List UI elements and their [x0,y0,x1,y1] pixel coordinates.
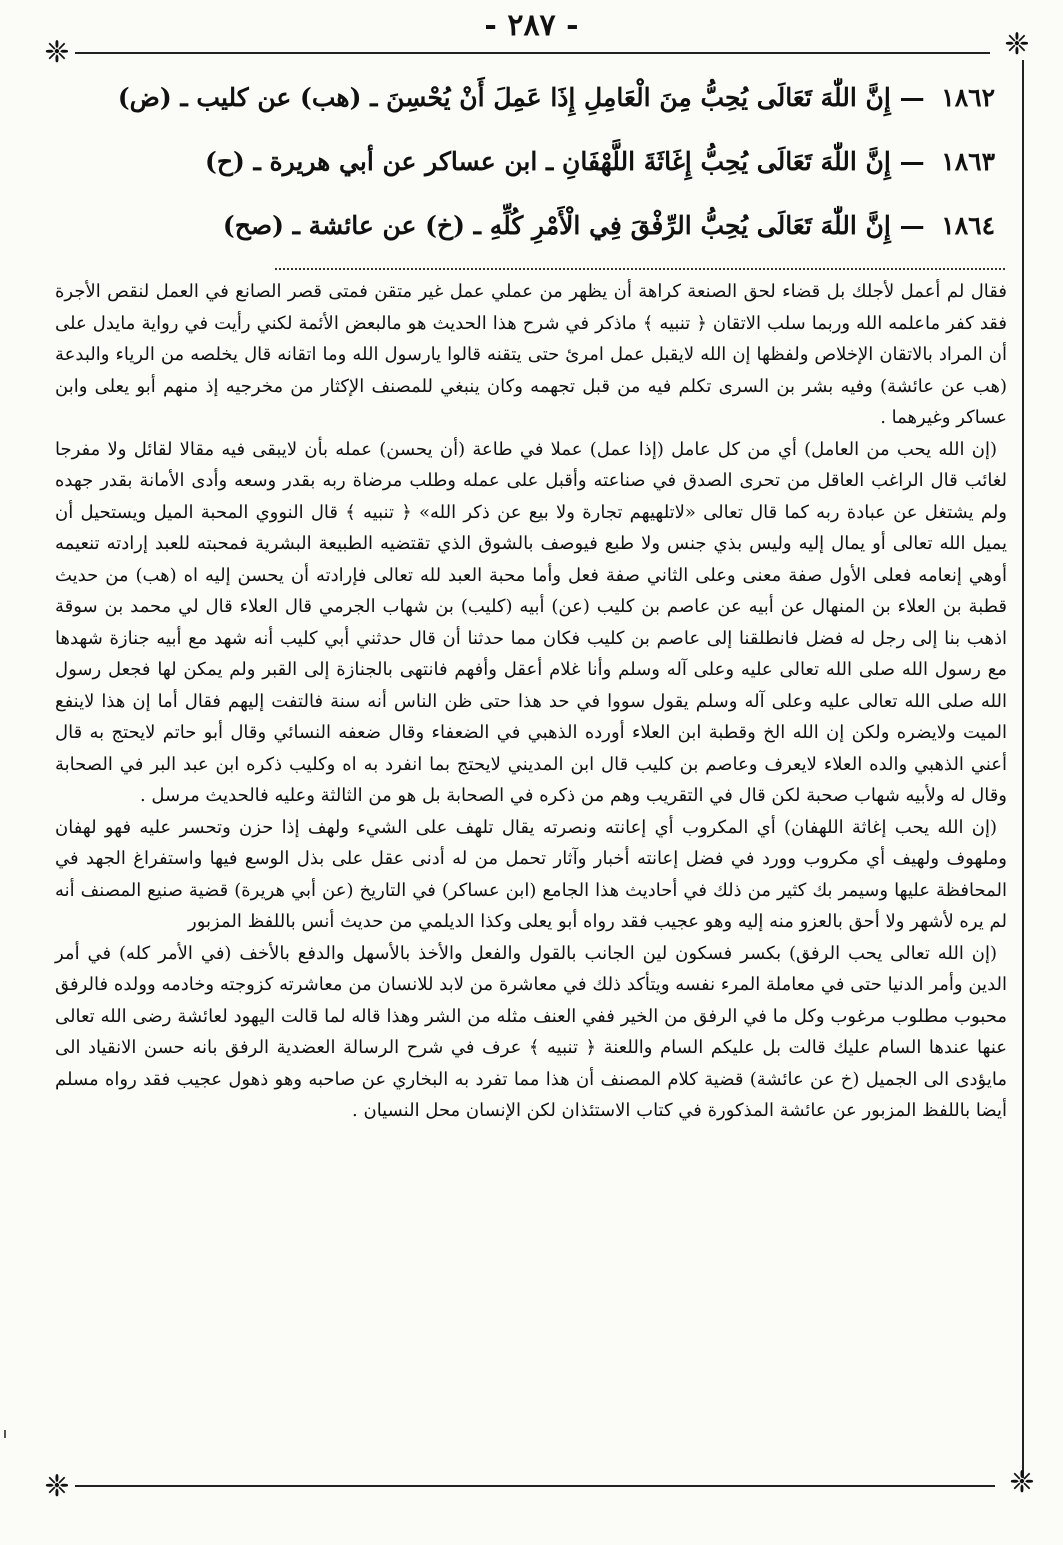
commentary-paragraph-1: فقال لم أعمل لأجلك بل قضاء لحق الصنعة كراهة أن يظهر من عملي عمل غير متقن فمتى قصر الصانع في العمل لنقص الأجرة فقد كفر ماعلمه الله وربما سلب الاتقان ﴿ تنبيه ﴾ ماذكر في شرح هذا الحديث هو مالبعض الأئمة لكني رأيت في رواية مايدل على أن المراد بالاتقان الإخلاص ولفظها إن الله لايقبل عمل امرئ حتى يتقنه قالوا يارسول الله وما اتقانه قال يخلصه من الرياء والبدعة (هب عن عائشة) وفيه بشر بن السرى تكلم فيه من قبل تجهمه وكان ينبغي للمصنف الإكثار من مخرجيه إذ منهم أبو يعلى وابن عساكر وغيرهما . [55,281,1007,428]
hadith-1862 [60,66,1005,130]
margin-mark [4,1430,6,1438]
commentary-paragraph-4: (إن الله تعالى يحب الرفق) بكسر فسكون لين الجانب بالقول والفعل والأخذ بالأسهل والدفع بالأخف (في الأمر كله) في أمر الدين وأمر الدنيا حتى في معاملة المرء نفسه ويتأكد ذلك في معاشرة من لابد للانسان من معاشرته كزوجته وخادمه وولده فالرفق محبوب مطلوب مرغوب وكل ما في الرفق من الخير ففي العنف مثله من الشر وهذا قاله لما قالت اليهود لعائشة رضى الله تعالى عنها عندها السام عليك قالت بل عليكم السام واللعنة ﴿ تنبيه ﴾ عرف في شرح الرسالة العضدية الرفق بانه حسن الانقياد الى مايؤدى الى الجميل (خ عن عائشة) قضية كلام المصنف أن هذا مما تفرد به البخاري عن صاحبه وهو ذهول عجيب فقد رواه مسلم أيضا باللفظ المزبور عن عائشة المذكورة في كتاب الاستئذان لكن الإنسان محل النسيان . [55,942,1008,1121]
flower-ornament-top-right: ❈ [1004,27,1030,62]
flower-ornament-bottom-left: ❈ [44,1469,70,1504]
hadith-text: إِنَّ اللّٰهَ تَعَالَى يُحِبُّ إِغَاثَةَ اللَّهْفَانِ ـ ابن عساكر عن أبي هريرة ـ (ح) [205,147,891,176]
hadith-number: ١٨٦٢ [941,83,995,112]
page-number: - ٢٨٧ - [484,8,579,43]
hadith-number: ١٨٦٣ [941,147,995,176]
hadith-1864 [60,194,1005,258]
frame-bottom-line [75,1485,995,1487]
hadith-text: إِنَّ اللّٰهَ تَعَالَى يُحِبُّ مِنَ الْعَامِلِ إِذَا عَمِلَ أَنْ يُحْسِنَ ـ (هب) عن كليب ـ (ض) [117,83,891,112]
hadith-1863 [60,130,1005,194]
frame-top-line [75,52,990,54]
flower-ornament-top-left: ❈ [44,35,70,70]
flower-ornament-bottom-right: ❈ [1009,1465,1035,1500]
hadith-number: ١٨٦٤ [941,211,995,240]
commentary-body [55,276,1007,1127]
frame-right-line [1022,60,1024,1478]
hadith-dash: — [899,211,925,240]
hadith-dash: — [899,147,925,176]
hadith-dash: — [899,83,925,112]
commentary-paragraph-3: (إن الله يحب إغاثة اللهفان) أي المكروب أي إعانته ونصرته يقال تلهف على الشيء ولهف إذا حزن وتحسر عليه فهو لهفان وملهوف ولهيف أي مكروب وورد في فضل إعانته أخبار وآثار تحمل من له أدنى عقل على بذل الوسع فيها واستفراغ الجهد في المحافظة عليها وسيمر بك كثير من ذلك في أحاديث هذا الجامع (ابن عساكر) في التاريخ (عن أبي هريرة) قضية صنيع المصنف أنه لم يره لأشهر ولا أحق بالعزو منه إليه وهو عجيب فقد رواه أبو يعلى وكذا الديلمي من حديث أنس باللفظ المزبور [55,816,1007,932]
hadith-text: إِنَّ اللّٰهَ تَعَالَى يُحِبُّ الرِّفْقَ فِي الْأَمْرِ كُلِّهِ ـ (خ) عن عائشة ـ (صح) [222,211,891,240]
commentary-paragraph-2: (إن الله يحب من العامل) أي من كل عامل (إذا عمل) عملا في طاعة (أن يحسن) عمله بأن لايبقى فيه مقالا لقائل ولا مفرجا لغائب قال الراغب العاقل من تحرى الصدق في صناعته وأقبل على عمله وطلب مرضاة ربه بقدر وسعه وأدى الأمانة بقدر جهده ولم يشتغل عن عبادة ربه كما قال تعالى «لاتلهيهم تجارة ولا بيع عن ذكر الله» ﴿ تنبيه ﴾ قال النووي المحبة الميل ويستحيل أن يميل الله تعالى أو يمال إليه وليس بذي جنس ولا طبع فيوصف بالشوق الذي تقتضيه الطبيعة البشرية فمحبته للعبد إرادته تنعيمه أوهي إنعامه فعلى الأول صفة معنى وعلى الثاني صفة فعل وأما محبة العبد لله تعالى فإرادته أن يحسن إليه اه (هب) من حديث قطبة بن العلاء بن المنهال عن أبيه عن عاصم بن كليب (عن) أبيه (كليب) بن شهاب الجرمي قال العلاء قال لي محمد بن سوقة اذهب بنا إلى رجل له فضل فانطلقنا إلى عاصم بن كليب فكان مما حدثنا أن قال حدثني أبي كليب أنه شهد مع أبيه جنازة شهدها مع رسول الله صلى الله تعالى عليه وعلى آله وسلم وأنا غلام أعقل وأفهم فانتهى بالجنازة إلى القبر ولم يمكن لها فجعل رسول الله صلى الله تعالى عليه وعلى آله وسلم يقول سووا في حد هذا حتى ظن الناس أنه سنة فالتفت إليهم فقال أما إن هذا لاينفع الميت ولايضره ولكن إن الله الخ وقطبة ابن العلاء أورده الذهبي في الضعفاء وقال ضعفه النسائي وقال أبو حاتم لايحتج به قال أعني الذهبي والده العلاء لايعرف وعاصم بن كليب قال ابن المديني لايحتج بما انفرد به اه وكليب ذكره ابن عبد البر في الصحابة وقال له ولأبيه شهاب صحبة لكن قال في التقريب وهم من ذكره في الصحابة بل هو من الثالثة وعليه فالحديث مرسل . [55,438,1007,806]
section-divider [275,268,1005,270]
hadith-list [60,66,1005,258]
